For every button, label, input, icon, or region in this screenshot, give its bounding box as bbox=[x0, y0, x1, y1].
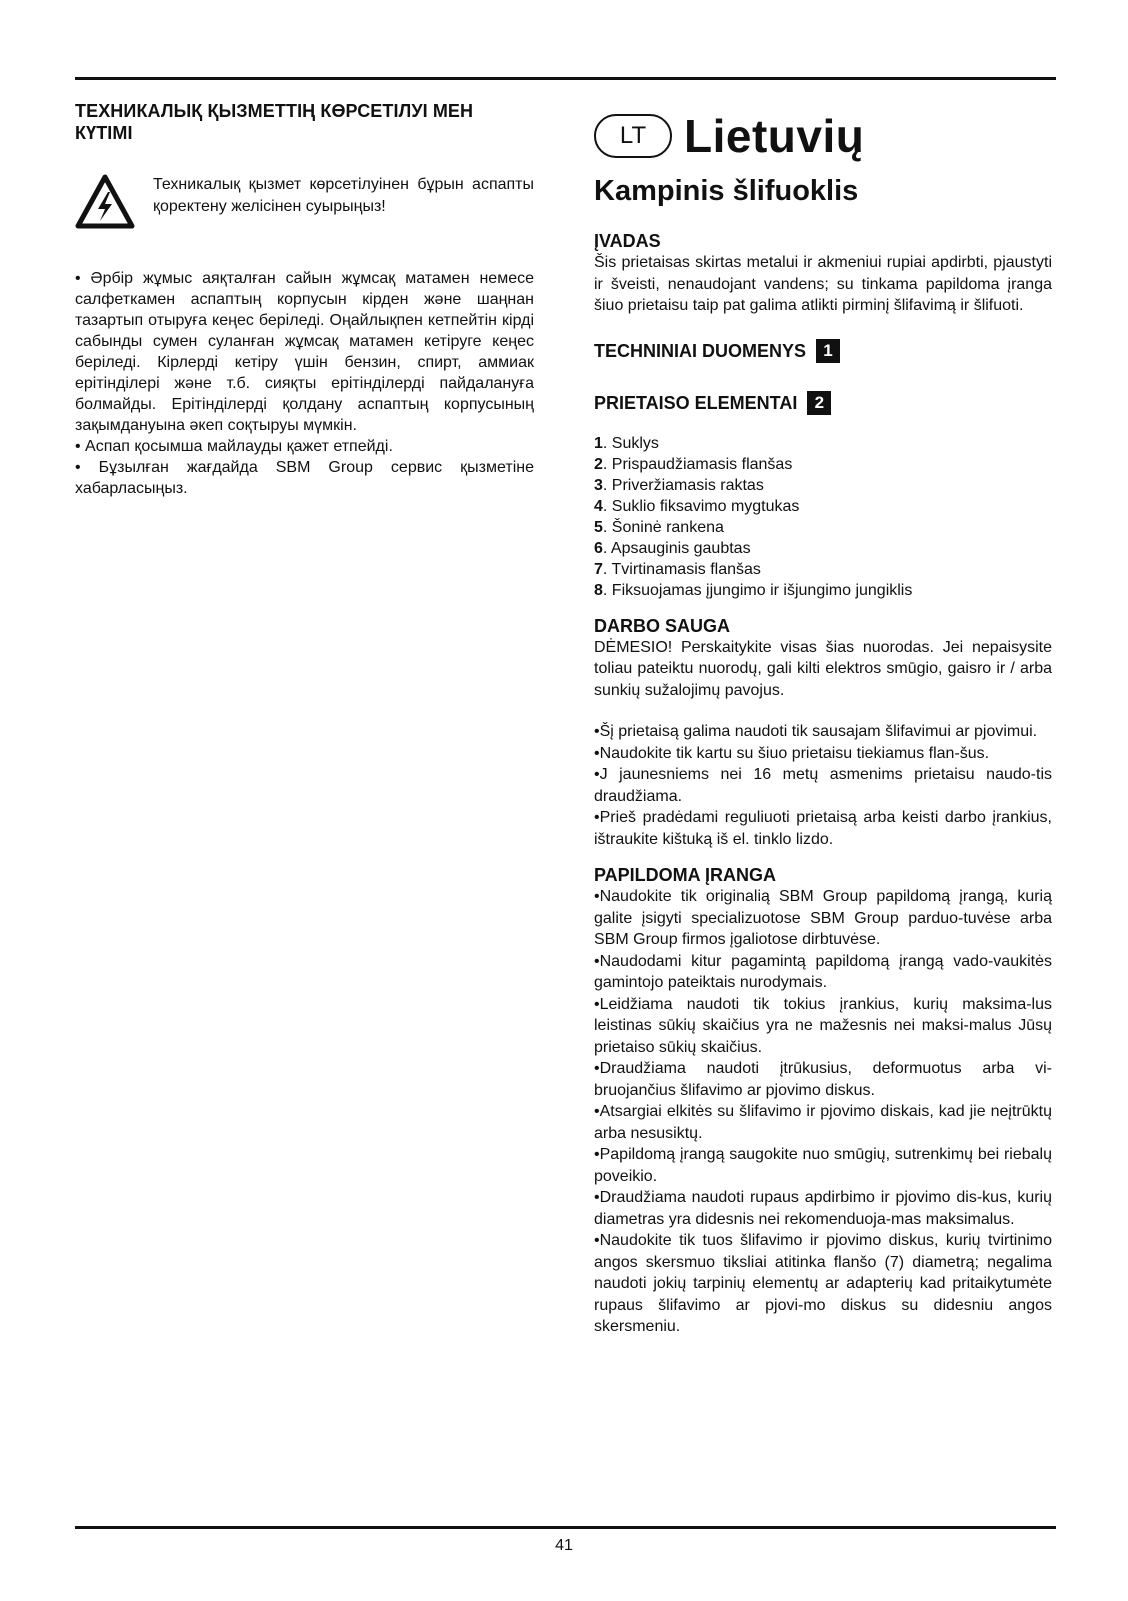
part-label: . Priveržiamasis raktas bbox=[602, 476, 764, 494]
accessory-item: •Atsargiai elkitės su šlifavimo ir pjovimo diskais, kad jie neįtrūktų arba nesusiktų. bbox=[594, 1103, 1052, 1142]
page-number: 41 bbox=[555, 1537, 573, 1554]
accessory-item: •Papildomą įrangą saugokite nuo smūgių, sutrenkimų bei riebalų poveikio. bbox=[594, 1146, 1052, 1185]
language-header bbox=[594, 108, 1052, 164]
parts-list bbox=[594, 433, 1052, 601]
accessory-item: •Naudokite tik tuos šlifavimo ir pjovimo diskus, kurių tvirtinimo angos skersmuo tiksliai atitinka flanšo (7) diametrą; negalima naudoti jokių tarpinių elementų ar adapterių kad pritaikytumėte rupaus šlifavimo ar pjovi-mo diskus su didesniu angos skersmeniu. bbox=[594, 1232, 1052, 1335]
part-number: 7 bbox=[594, 560, 603, 578]
part-number: 6 bbox=[594, 539, 603, 557]
language-name: Lietuvių bbox=[684, 110, 865, 162]
section-title-elements bbox=[594, 391, 1052, 415]
safety-intro: DĖMESIO! Perskaitykite visas šias nuorodas. Jei nepaisysite toliau pateiktu nuorodų, gali kilti elektros smūgio, gaisro ir / arba sunkių sužalojimų pavojus. bbox=[594, 638, 1052, 699]
top-rule bbox=[75, 77, 1056, 80]
figure-ref-badge: 2 bbox=[807, 391, 831, 415]
part-label: . Prispaudžiamasis flanšas bbox=[602, 455, 793, 473]
safety-item: •J jaunesniems nei 16 metų asmenims prietaisu naudo-tis draudžiama. bbox=[594, 766, 1052, 805]
list-item bbox=[594, 538, 1052, 559]
language-code-badge: LT bbox=[594, 114, 672, 158]
part-label: . Apsauginis gaubtas bbox=[602, 539, 751, 557]
tech-data-label: TECHNINIAI DUOMENYS bbox=[594, 340, 807, 361]
safety-item: •Šį prietaisą galima naudoti tik sausajam šlifavimui ar pjovimui. bbox=[594, 723, 1038, 740]
section-title-safety: DARBO SAUGA bbox=[594, 615, 731, 636]
bottom-rule bbox=[75, 1526, 1056, 1529]
accessory-item: •Naudokite tik originalią SBM Group papildomą įrangą, kurią galite įsigyti specializuotose SBM Group parduo-tuvėse arba SBM Group firmos įgaliotose dirbtuvėse. bbox=[594, 888, 1052, 948]
part-number: 4 bbox=[594, 497, 603, 515]
part-number: 2 bbox=[594, 455, 603, 473]
part-number: 3 bbox=[594, 476, 603, 494]
part-label: . Suklio fiksavimo mygtukas bbox=[602, 497, 800, 515]
warning-block bbox=[75, 174, 534, 230]
maintenance-paragraph: • Бұзылған жағдайда SBM Group сервис қызметіне хабарласыңыз. bbox=[75, 459, 534, 497]
part-number: 1 bbox=[594, 434, 603, 452]
safety-item: •Naudokite tik kartu su šiuo prietaisu tiekiamus flan-šus. bbox=[594, 744, 990, 762]
section-title-tech-data bbox=[594, 339, 1052, 363]
elements-label: PRIETAISO ELEMENTAI bbox=[594, 392, 798, 413]
list-item bbox=[594, 475, 1052, 496]
accessory-item: •Draudžiama naudoti rupaus apdirbimo ir pjovimo dis-kus, kurių diametras yra didesnis nei rekomenduoja-mas maksimalus. bbox=[594, 1189, 1052, 1228]
high-voltage-warning-icon bbox=[75, 174, 135, 230]
kazakh-column bbox=[75, 100, 534, 499]
part-label: . Fiksuojamas įjungimo ir išjungimo jungiklis bbox=[602, 581, 913, 599]
list-item bbox=[594, 580, 1052, 601]
accessory-item: •Draudžiama naudoti įtrūkusius, deformuotus arba vi-bruojančius šlifavimo ar pjovimo diskus. bbox=[594, 1060, 1052, 1099]
document-title: Kampinis šlifuoklis bbox=[594, 175, 859, 207]
list-item bbox=[594, 559, 1052, 580]
ivadas-text: Šis prietaisas skirtas metalui ir akmeniui rupiai apdirbti, pjaustyti ir šveisti, nenaudojant vandens; su tinkama papildoma įranga šiuo prietaisu taip pat galima atlikti pirminį šlifavimą ir šlifuoti. bbox=[594, 254, 1052, 314]
list-item bbox=[594, 517, 1052, 538]
maintenance-paragraph: • Аспап қосымша майлауды қажет етпейді. bbox=[75, 438, 393, 455]
list-item bbox=[594, 433, 1052, 454]
section-title-ivadas: ĮVADAS bbox=[594, 231, 661, 251]
safety-item: •Prieš pradėdami reguliuoti prietaisą arba keisti darbo įrankius, ištraukite kištuką iš el. tinklo lizdo. bbox=[594, 809, 1052, 848]
accessory-item: •Naudodami kitur pagamintą papildomą įrangą vado-vaukitės gamintojo pateiktais nurodymais. bbox=[594, 952, 1052, 991]
warning-text: Техникалық қызмет көрсетілуінен бұрын аспапты қоректену желісінен суырыңыз! bbox=[153, 176, 534, 215]
accessory-item: •Leidžiama naudoti tik tokius įrankius, kurių maksima-lus leistinas sūkių skaičius yra ne mažesnis nei maksi-malus Jūsų prietaiso sūkių skaičius. bbox=[594, 995, 1052, 1056]
maintenance-title: ТЕХНИКАЛЫҚ ҚЫЗМЕТТІҢ КӨРСЕТІЛУІ МЕН КҮТІМІ bbox=[75, 101, 474, 143]
section-title-accessories: PAPILDOMA ĮRANGA bbox=[594, 865, 776, 885]
list-item bbox=[594, 496, 1052, 517]
figure-ref-badge: 1 bbox=[816, 339, 840, 363]
part-label: . Šoninė rankena bbox=[602, 518, 724, 536]
part-label: . Tvirtinamasis flanšas bbox=[602, 560, 761, 578]
maintenance-paragraph: • Әрбір жұмыс аяқталған сайын жұмсақ матамен немесе салфеткамен аспаптың корпусын кірден және шаңнан тазартып отыруға кеңес беріледі. Оңайлықпен кетпейтін кірді сабынды сумен суланған жұмсақ матамен кетіруге кеңес беріледі. Кірлерді кетіру үшін бензин, спирт, аммиак ерітінділері және т.б. сияқты ерітінділерді пайдалануға болмайды. Ерітінділерді қолдану аспаптың корпусының зақымдануына әкеп соқтыруы мүмкін. bbox=[75, 270, 534, 434]
lithuanian-column bbox=[594, 108, 1052, 1338]
part-number: 8 bbox=[594, 581, 603, 599]
list-item bbox=[594, 454, 1052, 475]
maintenance-body bbox=[75, 268, 534, 499]
part-number: 5 bbox=[594, 518, 603, 536]
part-label: . Suklys bbox=[602, 434, 659, 452]
